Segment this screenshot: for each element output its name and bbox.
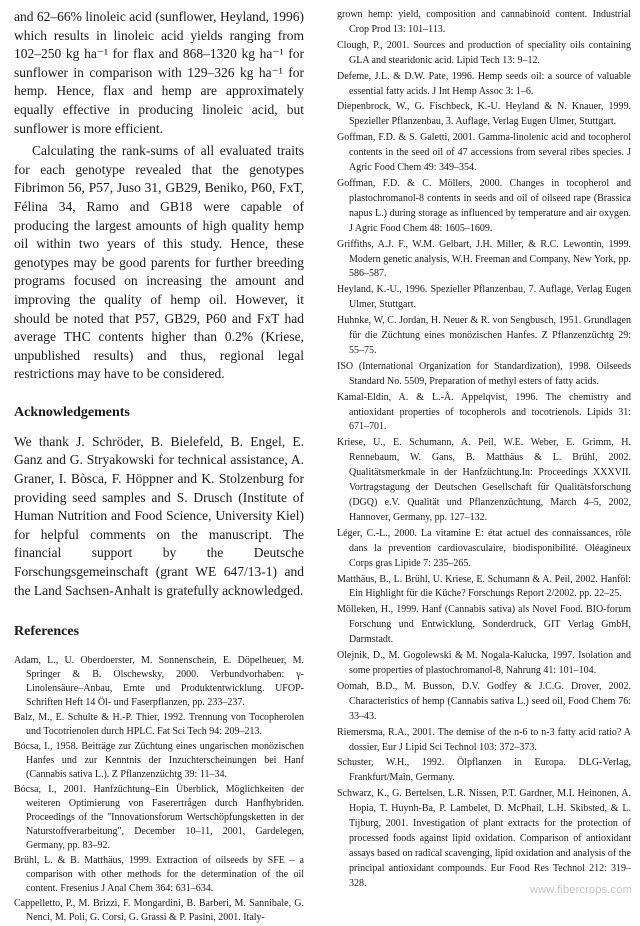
reference-item: Kriese, U., E. Schumann, A. Peil, W.E. Weber, E. Grimm, H. Rennebaum, W. Gans, B. Matthäus & L. Brühl, 2002. Qualitätsmerkmale in der Hanfzüchtung.In: Proceedings XXXVII. Vortragstagung der Deutschen Gesellschaft für Qualitätsforschung (DGQ) e.V. Qualität und Pflanzenzüchtung, March 4–5, 2002, Hannover, Germany, pp. 127–132. bbox=[337, 437, 631, 523]
reference-item: Schuster, W.H., 1992. Ölpflanzen in Europa. DLG-Verlag, Frankfurt/Main, Germany. bbox=[337, 757, 631, 784]
body-paragraph: and 62–66% linoleic acid (sunflower, Heyland, 1996) which results in linoleic acid yields ranging from 102–250 kg ha⁻¹ for flax and 868–1320 kg ha⁻¹ for sunflower in comparison with 129–326 kg ha⁻¹ for hemp. Hence, flax and hemp are approximately equally effective in producing linoleic acid, but sunflower is more efficient. bbox=[14, 9, 304, 136]
body-paragraph: Calculating the rank-sums of all evaluated traits for each genotype revealed that the genotypes Fibrimon 56, P57, Juso 31, GB29, Beniko, P60, FxT, Félina 34, Ramo and GB18 were capable of producing the largest amounts of high quality hemp oil within two years of this study. Hence, these genotypes may be good parents for further breeding programs focused on increasing the amount and improving the quality of hemp oil. However, it should be noted that P57, GB29, P60 and FxT had average THC contents higher than 0.2% (Kriese, unpublished results) and thus, regional legal restrictions may have to be considered. bbox=[14, 143, 304, 382]
acknowledgements-heading: Acknowledgements bbox=[14, 404, 130, 420]
reference-item: Clough, P., 2001. Sources and production of speciality oils containing GLA and stearidonic acid. Lipid Tech 13: 9–12. bbox=[337, 39, 631, 66]
reference-item: Riemersma, R.A., 2001. The demise of the n-6 to n-3 fatty acid ratio? A dossier, Eur J Lipid Sci Technol 103: 372–373. bbox=[337, 726, 631, 753]
reference-item: Kamal-Eldin, A. & L.-Å. Appelqvist, 1996. The chemistry and antioxidant properties of tocopherols and tocotrienols. Lipids 31: 671–701. bbox=[337, 391, 631, 433]
reference-item: Balz, M., E. Schulte & H.-P. Thier, 1992. Trennung von Tocopherolen und Tocotrienolen durch HPLC. Fat Sci Tech 94: 209–213. bbox=[14, 712, 304, 738]
reference-item: Olejnik, D., M. Gogolewski & M. Nogala-Kalucka, 1997. Isolation and some properties of plastochromanol-8, Nahrung 41: 101–104. bbox=[337, 650, 631, 676]
reference-item: Oomah, B.D., M. Busson, D.V. Godfey & J.C.G. Drover, 2002. Characteristics of hemp (Cannabis sativa L.) seed oil, Food Chem 76: 33–43. bbox=[337, 680, 631, 722]
reference-item: Brühl, L. & B. Matthäus, 1999. Extraction of oilseeds by SFE – a comparison with other methods for the determination of the oil content. Fresenius J Anal Chem 364: 631–634. bbox=[14, 855, 304, 895]
reference-item: Cappelletto, P., M. Brizzi, F. Mongardini, B. Barberi, M. Sannibale, G. Nenci, M. Poli, G. Corsi, G. Grassi & P. Pasini, 2001. Italy- bbox=[14, 898, 304, 924]
reference-item: Mölleken, H., 1999. Hanf (Cannabis sativa) als Novel Food. BIO-forum Forschung und Entwicklung, Sonderdruck, GIT Verlag GmbH, Darmstadt. bbox=[337, 604, 631, 646]
reference-list-right bbox=[337, 8, 631, 892]
reference-item: Bócsa, I., 2001. Hanfzüchtung–Ein Überblick, Möglichkeiten der weiteren Optimierung von Faserertrågen durch Hanfhybriden. Proceedings of the "Innovationsforum Wertschöpfungsketten in der Naturstoffverarbeitung", December 10–11, 2001, Gardelegen, Germany, pp. 83–92. bbox=[14, 784, 304, 852]
reference-item-continued: grown hemp: yield, composition and cannabinoid content. Industrial Crop Prod 13: 101–113. bbox=[337, 9, 631, 35]
watermark: www.fibercrops.com bbox=[529, 884, 632, 896]
reference-item: ISO (International Organization for Standardization), 1998. Oilseeds Standard No. 5509, Preparation of methyl esters of fatty acids. bbox=[337, 360, 631, 387]
right-column bbox=[337, 8, 631, 893]
reference-item: Goffman, F.D. & C. Möllers, 2000. Changes in tocopherol and plastochromanol-8 contents in seeds and oil of oilseed rape (Brassica napus L.) during storage as influenced by temperature and air oxygen. J Agric Food Chem 48: 1605–1609. bbox=[337, 177, 631, 234]
reference-item: Heyland, K.-U., 1996. Spezieller Pflanzenbau, 7. Auflage, Verlag Eugen Ulmer, Stuttgart. bbox=[337, 284, 631, 311]
references-heading: References bbox=[14, 624, 80, 640]
reference-item: Goffman, F.D. & S. Galetti, 2001. Gamma-linolenic acid and tocopherol contents in the seed oil of 47 accessions from several ribes species. J Agric Food Chem 49: 349–354. bbox=[337, 132, 631, 174]
reference-item: Schwarz, K., G. Bertelsen, L.R. Nissen, P.T. Gardner, M.I. Heinonen, A. Hopia, T. Huynh-Ba, P. Lambelet, D. McPhail, L.H. Skibsted, & L. Tijburg, 2001. Investigation of plant extracts for the protection of processed foods against lipid oxidation. Comparison of antioxidant assays based on radical scavenging, lipid oxidation and analysis of the principal antioxidant compounds. Eur Food Res Technol 212: 319–328. bbox=[337, 788, 631, 889]
reference-item: Léger, C.-L., 2000. La vitamine E: état actuel des connaissances, rôle dans la prevention cardiovasculaire, biodisponibilité. Oléagineux Corps gras Lipide 7: 235–265. bbox=[337, 527, 631, 569]
acknowledgements-text: We thank J. Schröder, B. Bielefeld, B. Engel, E. Ganz and G. Stryakowski for technical assistance, A. Graner, I. Bòsca, F. Höppner and K. Stolzenburg for providing seed samples and S. Drusch (Institute of Human Nutrition and Food Science, University Kiel) for helpful comments on the manuscript. The financial support by the Deutsche Forschungsgemeinschaft (grant WE 647/13-1) and the Land Sachsen-Anhalt is gratefully acknowledged. bbox=[14, 433, 304, 598]
reference-item: Huhnke, W, C. Jordan, H. Neuer & R. von Sengbusch, 1951. Grundlagen für die Züchtung eines monözischen Hanfes. Z Pflanzenzüchtg 29: 55–75. bbox=[337, 315, 631, 356]
left-column bbox=[14, 8, 304, 926]
reference-item: Adam, L., U. Oberdoerster, M. Sonnenschein, E. Döpelheuer, M. Springer & B. Olschewsky, 2000. Verbundvorhaben: γ-Linolensäure–Anbau, Ernte und Produktentwicklung. UFOP-Schriften Heft 14 Öl- und Faserpflanzen, pp. 233–237. bbox=[14, 655, 304, 709]
reference-item: Griffiths, A.J. F., W.M. Gelbart, J.H. Miller, & R.C. Lewontin, 1999. Modern genetic analysis, W.H. Freeman and Company, New York, pp. 586–587. bbox=[337, 238, 631, 280]
reference-list-left bbox=[14, 654, 304, 925]
reference-item: Matthäus, B., L. Brühl, U. Kriese, E. Schumann & A. Peil, 2002. Hanföl: Ein Highlight für die Küche? Forschungs Report 2/2002. pp. 22–25. bbox=[337, 573, 631, 600]
reference-item: Defeme, J.L. & D.W. Pate, 1996. Hemp seeds oil: a source of valuable essential fatty acids. J Int Hemp Assoc 3: 1–6. bbox=[337, 70, 631, 97]
reference-item: Bócsa, I., 1958. Beiträge zur Züchtung eines ungarischen monözischen Hanfes und zur Kenntnis der Inzuchterscheinungen bei Hanf (Cannabis sativa L.). Z Pflanzenzüchtg 39: 11–34. bbox=[14, 741, 304, 781]
reference-item: Diepenbrock, W., G. Fischbeck, K.-U. Heyland & N. Knauer, 1999. Spezieller Pflanzenbau, 3. Auflage, Verlag Eugen Ulmer, Stuttgart. bbox=[337, 101, 631, 128]
